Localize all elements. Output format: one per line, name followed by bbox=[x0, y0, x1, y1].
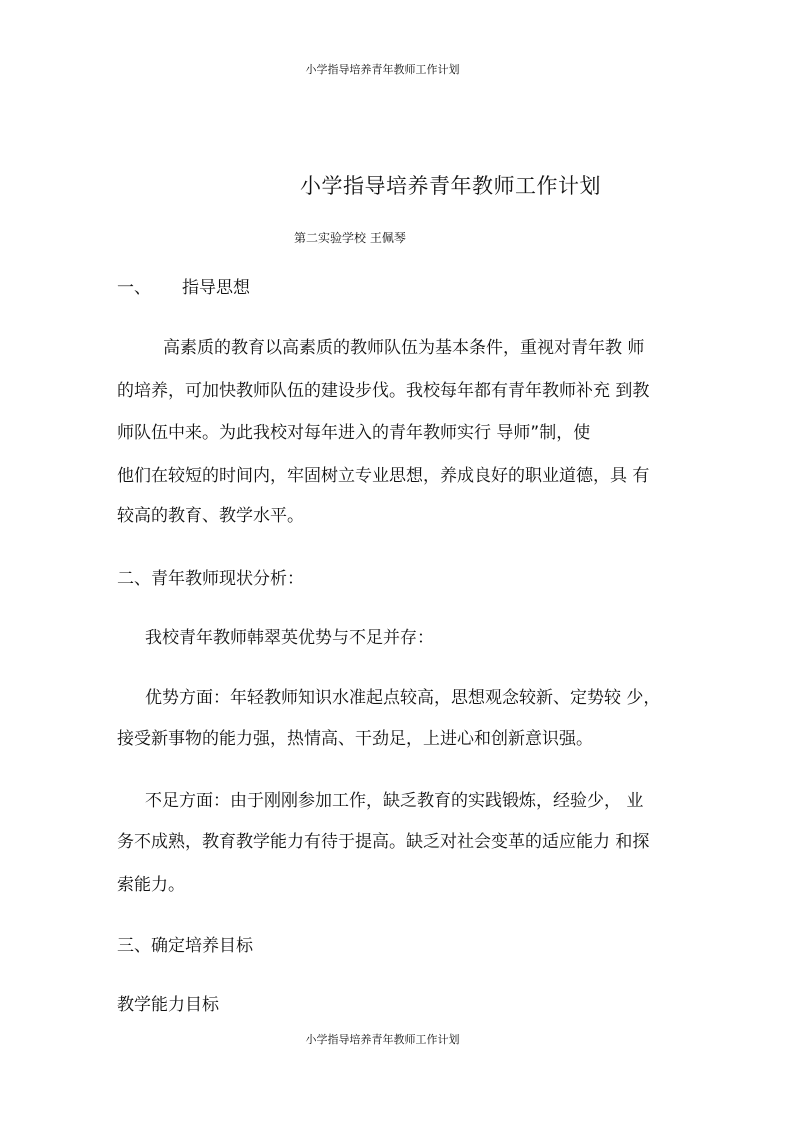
section-1-line: 较高的教育、教学水平。 bbox=[117, 506, 304, 526]
document-title: 小学指导培养青年教师工作计划 bbox=[300, 174, 601, 198]
section-1-line: 高素质的教育以高素质的教师队伍为基本条件，重视对青年教 师 bbox=[163, 338, 645, 358]
section-1-line: 师队伍中来。为此我校对每年进入的青年教师实行 导师”制，使 bbox=[117, 423, 591, 443]
page-footer: 小学指导培养青年教师工作计划 bbox=[305, 1033, 460, 1046]
section-1-line: 的培养，可加快教师队伍的建设步伐。我校每年都有青年教师补充 到教 bbox=[117, 381, 650, 401]
shortcomings-line: 索能力。 bbox=[117, 875, 185, 895]
advantages-line: 优势方面：年轻教师知识水准起点较高，思想观念较新、定势较 少， bbox=[145, 688, 661, 708]
shortcomings-line: 务不成熟，教育教学能力有待于提高。缺乏对社会变革的适应能力 和探 bbox=[117, 832, 650, 852]
section-2-heading: 二、青年教师现状分析： bbox=[117, 569, 304, 589]
section-3-heading: 三、确定培养目标 bbox=[117, 936, 253, 956]
advantages-line: 接受新事物的能力强，热情高、干劲足，上进心和创新意识强。 bbox=[117, 729, 593, 749]
section-1-number: 一、 bbox=[117, 278, 151, 298]
section-2-intro: 我校青年教师韩翠英优势与不足并存： bbox=[145, 628, 434, 648]
author-line: 第二实验学校 王佩琴 bbox=[294, 231, 406, 245]
page-header: 小学指导培养青年教师工作计划 bbox=[305, 63, 460, 76]
section-3-subheading: 教学能力目标 bbox=[117, 995, 219, 1015]
section-1-line: 他们在较短的时间内，牢固树立专业思想，养成良好的职业道德，具 有 bbox=[117, 466, 650, 486]
shortcomings-line: 不足方面：由于刚刚参加工作，缺乏教育的实践锻炼，经验少， 业 bbox=[145, 791, 644, 811]
section-1-heading: 指导思想 bbox=[182, 278, 250, 298]
